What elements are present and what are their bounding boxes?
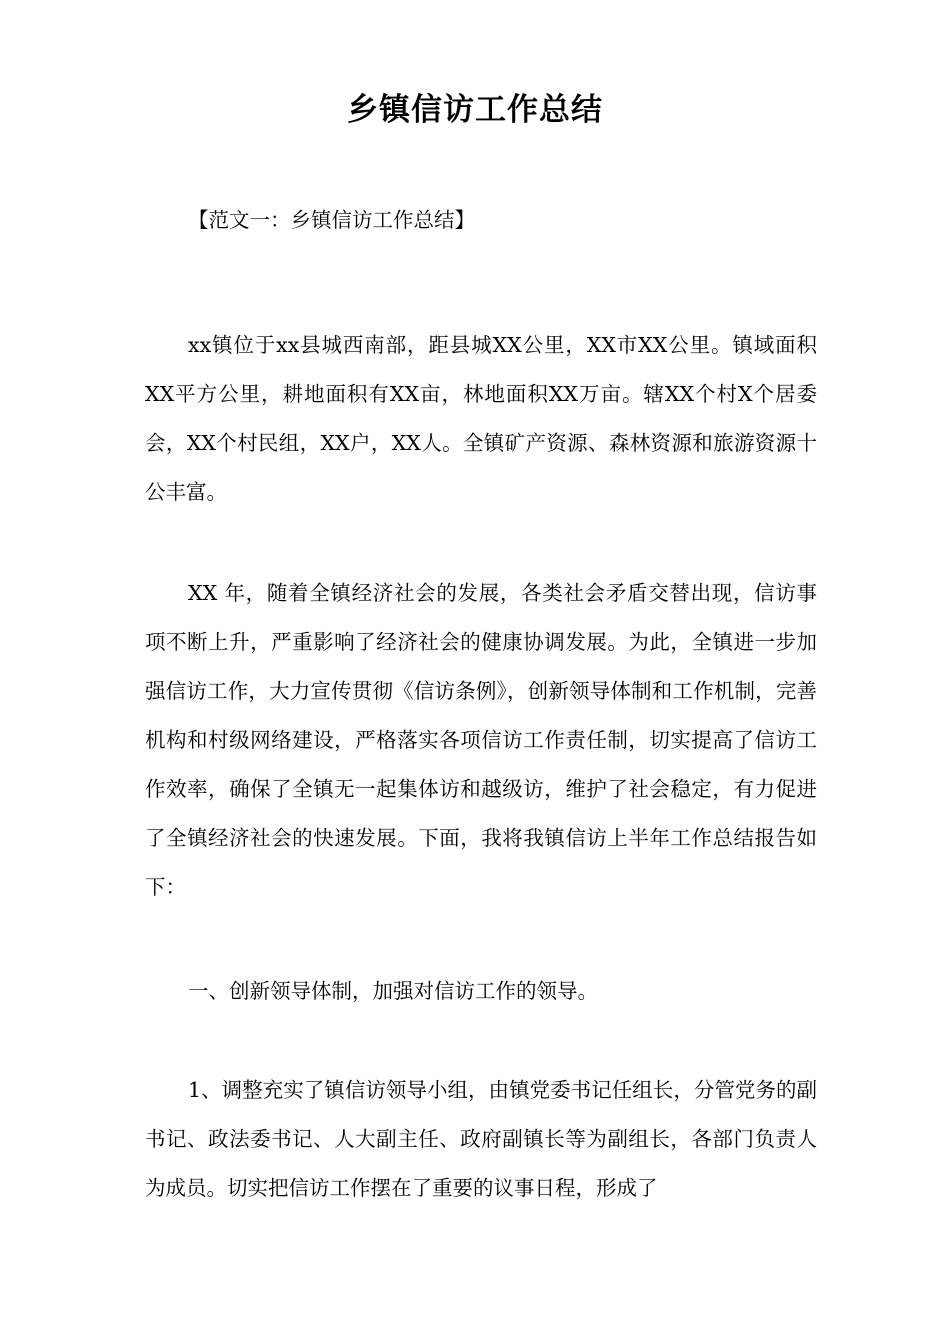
paragraph-town-overview: xx镇位于xx县城西南部，距县城XX公里，XX市XX公里。镇域面积XX平方公里，耕地面积有XX亩，林地面积XX万亩。辖XX个村X个居委会，XX个村民组，XX户，XX人。全镇矿产资源、森林资源和旅游资源十公丰富。	[145, 333, 817, 504]
section-heading-sample-one: 【范文一：乡镇信访工作总结】	[188, 208, 476, 232]
paragraph-section-one-heading: 一、创新领导体制，加强对信访工作的领导。	[188, 979, 599, 1003]
document-title: 乡镇信访工作总结	[347, 92, 603, 128]
paragraph-work-summary-intro: XX 年，随着全镇经济社会的发展，各类社会矛盾交替出现，信访事项不断上升，严重影响了经济社会的健康协调发展。为此，全镇进一步加强信访工作，大力宣传贯彻《信访条例》，创新领导体制和工作机制，完善机构和村级网络建设，严格落实各项信访工作责任制，切实提高了信访工作效率，确保了全镇无一起集体访和越级访，维护了社会稳定，有力促进了全镇经济社会的快速发展。下面，我将我镇信访上半年工作总结报告如下：	[145, 581, 817, 899]
paragraph-item-one: 1、调整充实了镇信访领导小组，由镇党委书记任组长，分管党务的副书记、政法委书记、人大副主任、政府副镇长等为副组长，各部门负责人为成员。切实把信访工作摆在了重要的议事日程，形成了	[145, 1078, 817, 1200]
